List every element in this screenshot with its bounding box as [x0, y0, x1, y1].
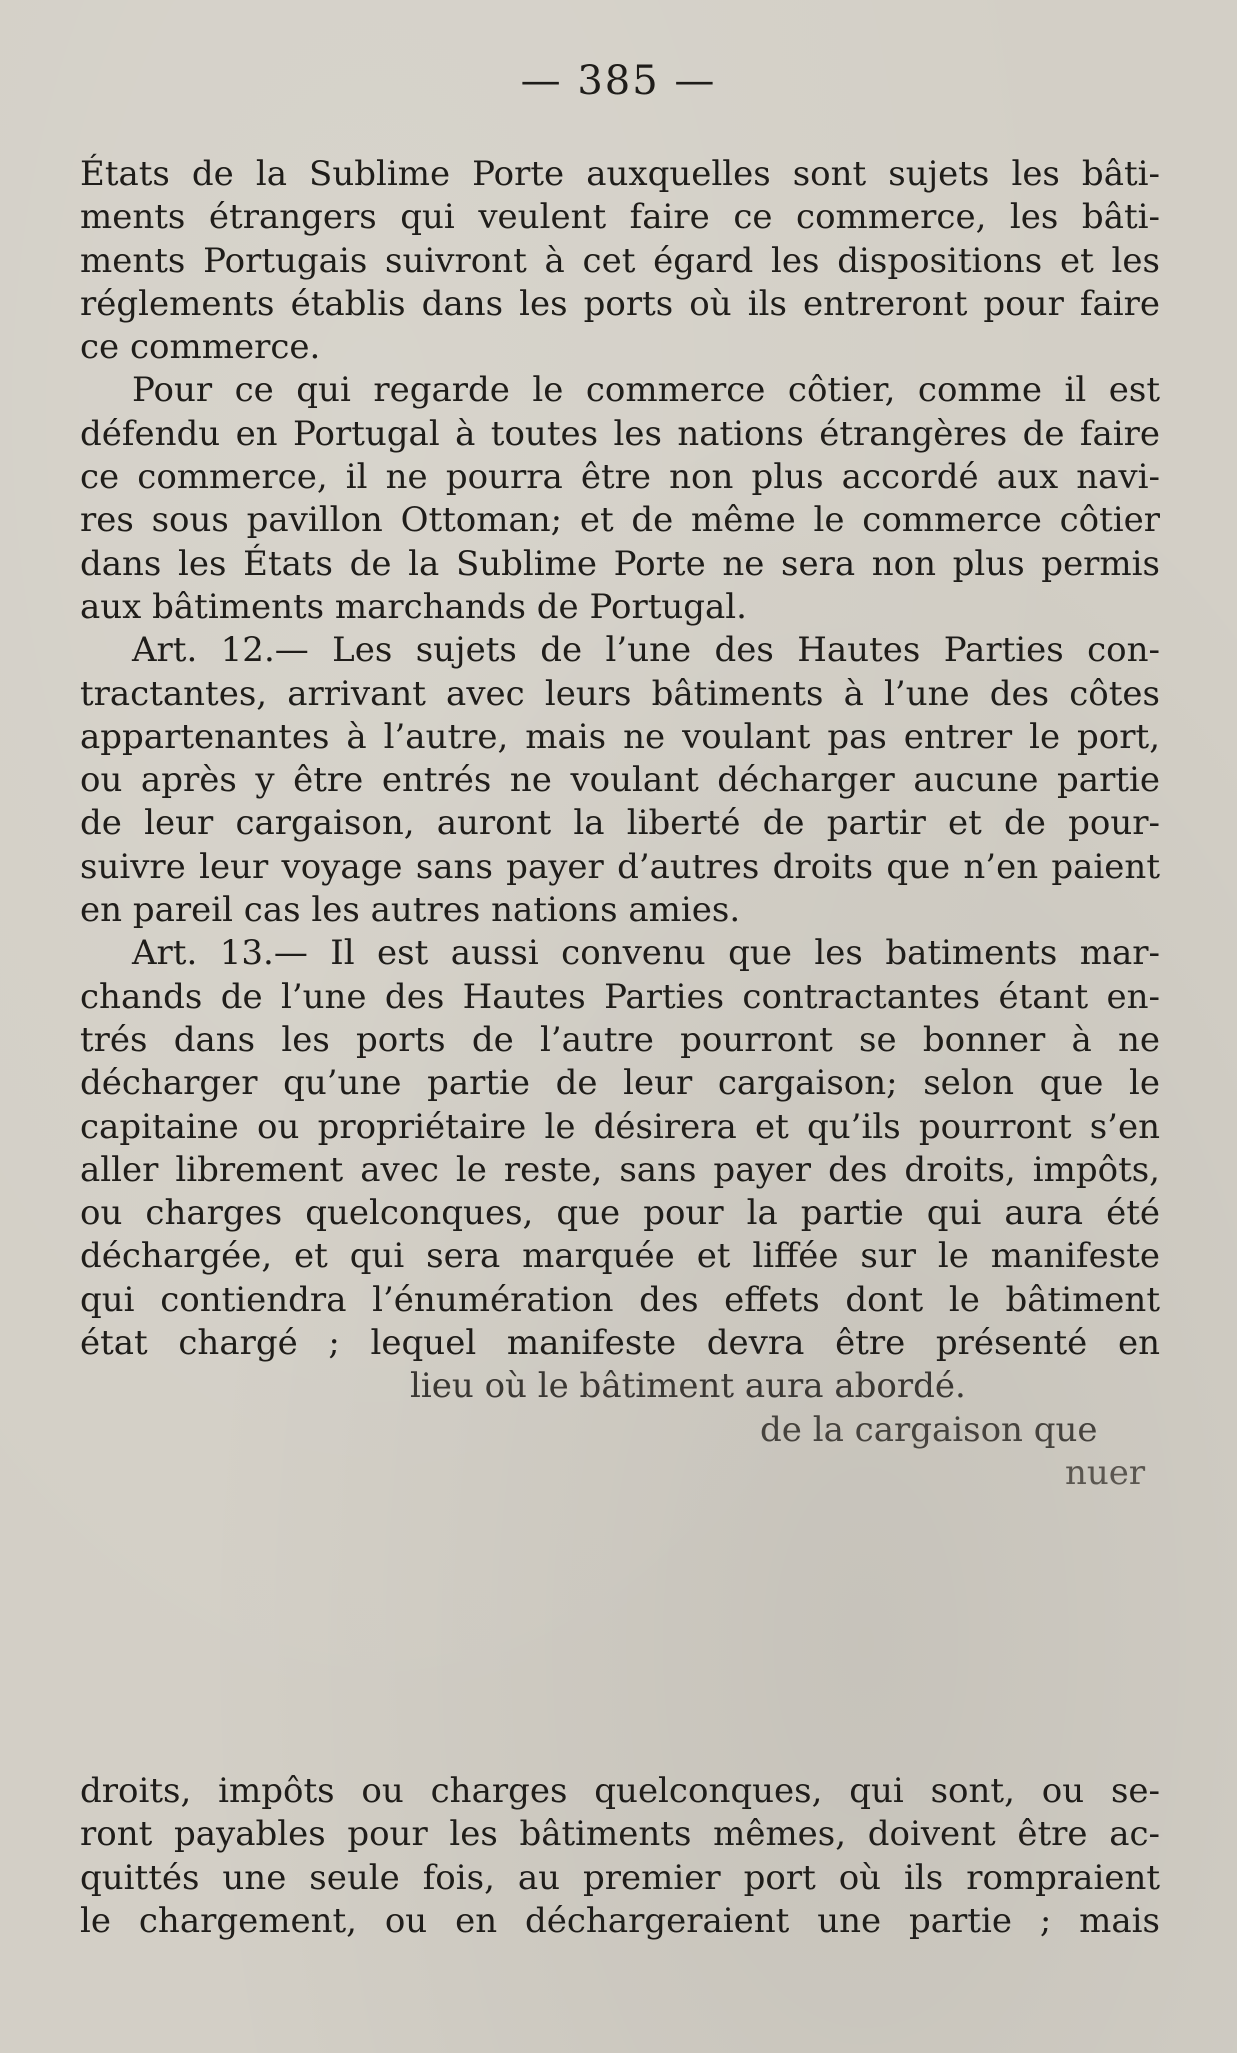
text-line: droits, impôts ou charges quelconques, qui sont, ou se- — [80, 1771, 1160, 1811]
text-line: aux bâtiments marchands de Portugal. — [80, 586, 747, 627]
text-line: réglements établis dans les ports où ils entreront pour faire — [80, 283, 1160, 324]
faded-text-line: de la cargaison que — [760, 1409, 1098, 1450]
top-paragraph-block — [80, 153, 1160, 1495]
page-number: — 385 — — [520, 58, 717, 104]
text-line: Pour ce qui regarde le commerce côtier, comme il est — [132, 370, 1160, 411]
text-line: États de la Sublime Porte auxquelles sont sujets les bâti- — [80, 154, 1160, 194]
text-line: en pareil cas les autres nations amies. — [80, 890, 741, 931]
article-12-heading-line: Art. 12.— Les sujets de l’une des Hautes Parties con- — [132, 630, 1160, 671]
text-line: aller librement avec le reste, sans payer des droits, impôts, — [80, 1149, 1160, 1190]
text-line: ments Portugais suivront à cet égard les dispositions et les — [80, 240, 1160, 281]
text-line: res sous pavillon Ottoman; et de même le commerce côtier — [80, 500, 1160, 541]
text-line: suivre leur voyage sans payer d’autres droits que n’en paient — [80, 846, 1160, 887]
bottom-paragraph-block — [80, 1770, 1160, 1943]
text-line: capitaine ou propriétaire le désirera et qu’ils pourront s’en — [80, 1106, 1160, 1147]
text-line: qui contiendra l’énumération des effets dont le bâtiment — [80, 1279, 1160, 1320]
text-line: ou après y être entrés ne voulant décharger aucune partie — [80, 760, 1160, 801]
faded-text-line: lieu où le bâtiment aura abordé. — [410, 1366, 966, 1407]
text-line: le chargement, ou en déchargeraient une partie ; mais — [80, 1900, 1160, 1941]
text-line: déchargée, et qui sera marquée et liffée sur le manifeste — [80, 1236, 1160, 1277]
text-line: défendu en Portugal à toutes les nations étrangères de faire — [80, 413, 1160, 454]
text-line: trés dans les ports de l’autre pourront se bonner à ne — [80, 1019, 1160, 1060]
text-line: ments étrangers qui veulent faire ce commerce, les bâti- — [80, 197, 1160, 238]
text-line: ce commerce, il ne pourra être non plus accordé aux navi- — [80, 457, 1160, 498]
text-line: tractantes, arrivant avec leurs bâtiments à l’une des côtes — [80, 673, 1160, 714]
text-line: décharger qu’une partie de leur cargaison; selon que le — [80, 1063, 1160, 1104]
text-line: quittés une seule fois, au premier port où ils rompraient — [80, 1857, 1160, 1898]
article-13-heading-line: Art. 13.— Il est aussi convenu que les batiments mar- — [132, 933, 1160, 974]
text-line: de leur cargaison, auront la liberté de partir et de pour- — [80, 803, 1160, 844]
faded-text-line: nuer — [1065, 1452, 1146, 1493]
text-line: état chargé ; lequel manifeste devra être présenté en — [80, 1323, 1160, 1364]
text-line: ou charges quelconques, que pour la partie qui aura été — [80, 1193, 1160, 1234]
text-line: appartenantes à l’autre, mais ne voulant pas entrer le port, — [80, 716, 1160, 757]
text-line: chands de l’une des Hautes Parties contractantes étant en- — [80, 976, 1160, 1017]
text-line: ront payables pour les bâtiments mêmes, doivent être ac- — [80, 1814, 1160, 1855]
text-line: dans les États de la Sublime Porte ne sera non plus permis — [80, 543, 1160, 584]
text-line: ce commerce. — [80, 327, 321, 368]
